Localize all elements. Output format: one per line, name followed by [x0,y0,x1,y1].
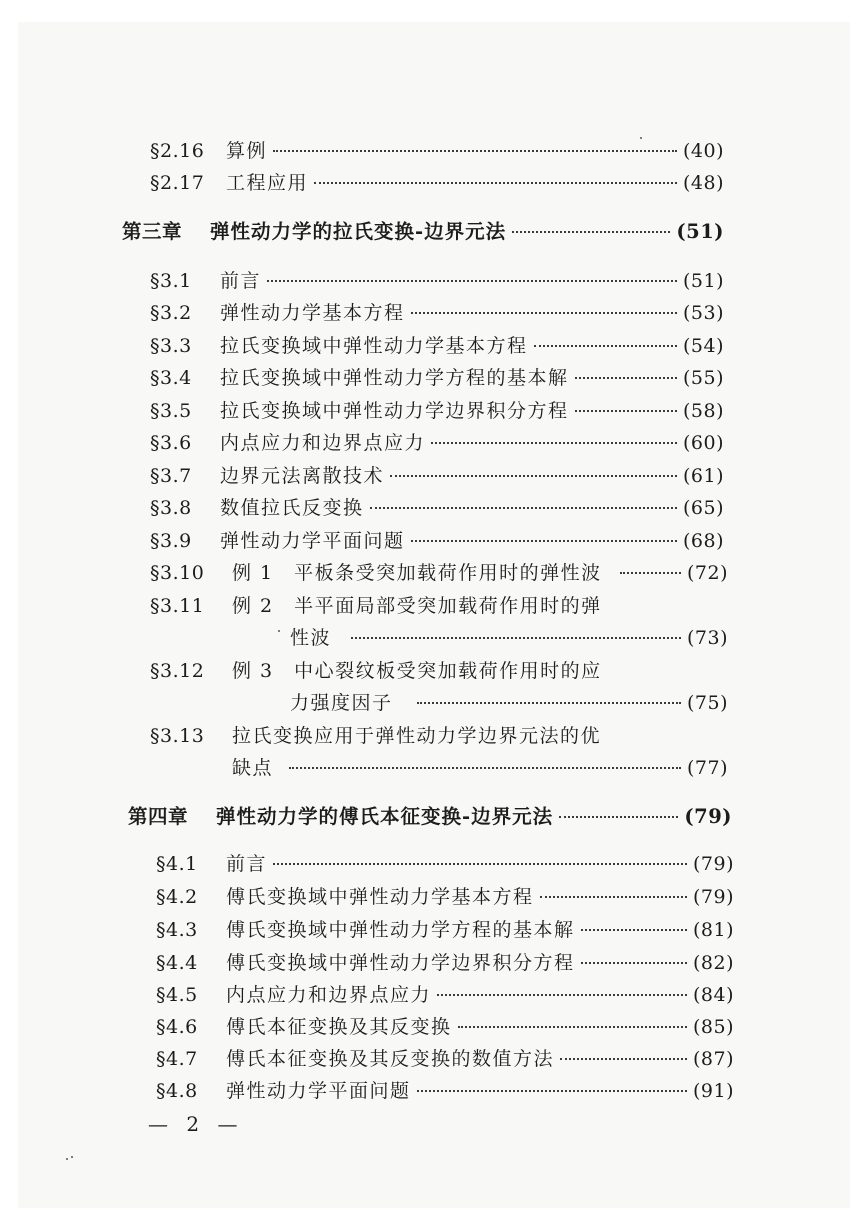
dot-leader [437,994,687,996]
section-title: 傅氏本征变换及其反变换的数值方法 [226,1048,555,1070]
section-title: 边界元法离散技术 [220,465,385,487]
section-number: §4.3 [156,919,198,941]
toc-entry [150,396,724,426]
section-title: 弹性动力学基本方程 [220,302,405,324]
page-number: (48) [682,172,724,194]
section-number: §3.4 [150,367,192,389]
toc-entry [156,882,734,912]
section-number: §3.10 [150,562,205,584]
dot-leader [458,1026,687,1028]
section-title: 例 1 平板条受突加载荷作用时的弹性波 [232,562,602,584]
page-number: (72) [686,562,728,584]
dot-leader [581,962,687,964]
section-title: 内点应力和边界点应力 [226,984,432,1006]
section-number: §3.5 [150,400,192,422]
section-title: 例 2 半平面局部受突加载荷作用时的弹 [232,595,602,617]
page-number: (54) [682,335,724,357]
section-title: 例 3 中心裂纹板受突加载荷作用时的应 [232,660,602,682]
dot-leader [411,540,677,542]
toc-entry [150,591,728,621]
page-number: (58) [682,400,724,422]
dot-leader [351,637,681,639]
scan-speck [71,1156,73,1158]
toc-entry-continued [290,688,728,718]
page-number: (61) [682,465,724,487]
toc-entry [150,136,724,166]
section-number: §3.2 [150,302,192,324]
section-number: §3.3 [150,335,192,357]
section-title: 弹性动力学平面问题 [226,1080,411,1102]
page-number: (77) [686,757,728,779]
dot-leader [417,1090,687,1092]
section-number: §3.7 [150,465,192,487]
toc-entry [150,493,724,523]
section-title: 数值拉氏反变换 [220,497,364,519]
page-number: (91) [692,1080,734,1102]
toc-entry-continued [232,753,728,783]
section-title-continued: 力强度因子 [290,692,393,714]
section-title-continued: 缺点 [232,757,274,779]
page-number: (53) [682,302,724,324]
section-number: §4.6 [156,1016,198,1038]
section-title: 弹性动力学平面问题 [220,530,405,552]
toc-entry [156,915,734,945]
section-number: §4.2 [156,886,198,908]
page-number: (79) [684,805,732,828]
section-title: 工程应用 [226,172,309,194]
section-number: §2.17 [150,172,205,194]
toc-entry [156,849,734,879]
dot-leader [267,280,677,282]
section-title: 拉氏变换域中弹性动力学基本方程 [220,335,528,357]
toc-entry [150,266,724,296]
section-number: §3.1 [150,270,192,292]
scan-speck [66,1158,68,1160]
section-number: §3.6 [150,432,192,454]
section-title: 傅氏变换域中弹性动力学边界积分方程 [226,952,575,974]
section-number: §4.8 [156,1080,198,1102]
section-title: 内点应力和边界点应力 [220,432,426,454]
toc-entry [150,656,728,686]
toc-entry [150,363,724,393]
dot-leader [534,345,677,347]
dot-leader [417,702,681,704]
page-number: (79) [692,886,734,908]
section-title: 前言 [220,270,262,292]
section-number: §4.5 [156,984,198,1006]
chapter-title: 弹性动力学的拉氏变换-边界元法 [210,220,507,243]
toc-entry [150,331,724,361]
dot-leader [575,377,677,379]
section-title-continued: 性波 [290,627,332,649]
page-number: (85) [692,1016,734,1038]
scan-speck [278,630,280,632]
dot-leader [390,475,677,477]
section-number: §2.16 [150,140,205,162]
page-number: (55) [682,367,724,389]
toc-entry [150,526,724,556]
section-title: 拉氏变换域中弹性动力学方程的基本解 [220,367,569,389]
section-number: §3.11 [150,595,205,617]
dot-leader [560,1058,687,1060]
page-footer-number: — 2 — [148,1112,244,1136]
chapter-number: 第三章 [122,220,183,243]
page-number: (68) [682,530,724,552]
dot-leader [620,572,681,574]
page-number: (81) [692,919,734,941]
page-number: (60) [682,432,724,454]
page-number: (51) [682,270,724,292]
page-number: (84) [692,984,734,1006]
section-title: 拉氏变换应用于弹性动力学边界元法的优 [232,725,602,747]
toc-entry [150,428,724,458]
section-title: 傅氏变换域中弹性动力学方程的基本解 [226,919,575,941]
section-title: 傅氏变换域中弹性动力学基本方程 [226,886,534,908]
page-number: (75) [686,692,728,714]
toc-entry [156,980,734,1010]
page-number: (51) [676,220,724,243]
dot-leader [411,312,677,314]
section-number: §4.1 [156,853,198,875]
section-number: §3.8 [150,497,192,519]
section-number: §3.9 [150,530,192,552]
dot-leader [370,507,677,509]
dot-leader [575,410,677,412]
toc-entry [156,1076,734,1106]
dot-leader [273,863,687,865]
page-number: (65) [682,497,724,519]
section-number: §3.13 [150,725,205,747]
toc-entry [150,721,728,751]
chapter-number: 第四章 [128,805,189,828]
toc-entry [156,1044,734,1074]
section-title: 前言 [226,853,268,875]
chapter-entry [128,801,732,831]
section-title: 傅氏本征变换及其反变换 [226,1016,452,1038]
dot-leader [512,231,670,233]
page-number: (79) [692,853,734,875]
page-number: (73) [686,627,728,649]
toc-entry [150,558,728,588]
section-number: §3.12 [150,660,205,682]
toc-entry [150,298,724,328]
dot-leader [581,929,687,931]
dot-leader [289,767,681,769]
toc-entry [156,948,734,978]
toc-entry [150,168,724,198]
dot-leader [559,816,678,818]
toc-entry [150,461,724,491]
page-number: (82) [692,952,734,974]
section-title: 算例 [226,140,268,162]
dot-leader [431,442,677,444]
section-number: §4.4 [156,952,198,974]
chapter-entry [122,216,724,246]
dot-leader [273,150,677,152]
toc-entry [156,1012,734,1042]
page-number: (87) [692,1048,734,1070]
chapter-title: 弹性动力学的傅氏本征变换-边界元法 [216,805,554,828]
page-number: (40) [682,140,724,162]
section-title: 拉氏变换域中弹性动力学边界积分方程 [220,400,569,422]
dot-leader [540,896,687,898]
toc-entry-continued [290,623,728,653]
section-number: §4.7 [156,1048,198,1070]
scan-speck [640,137,642,139]
dot-leader [314,182,677,184]
